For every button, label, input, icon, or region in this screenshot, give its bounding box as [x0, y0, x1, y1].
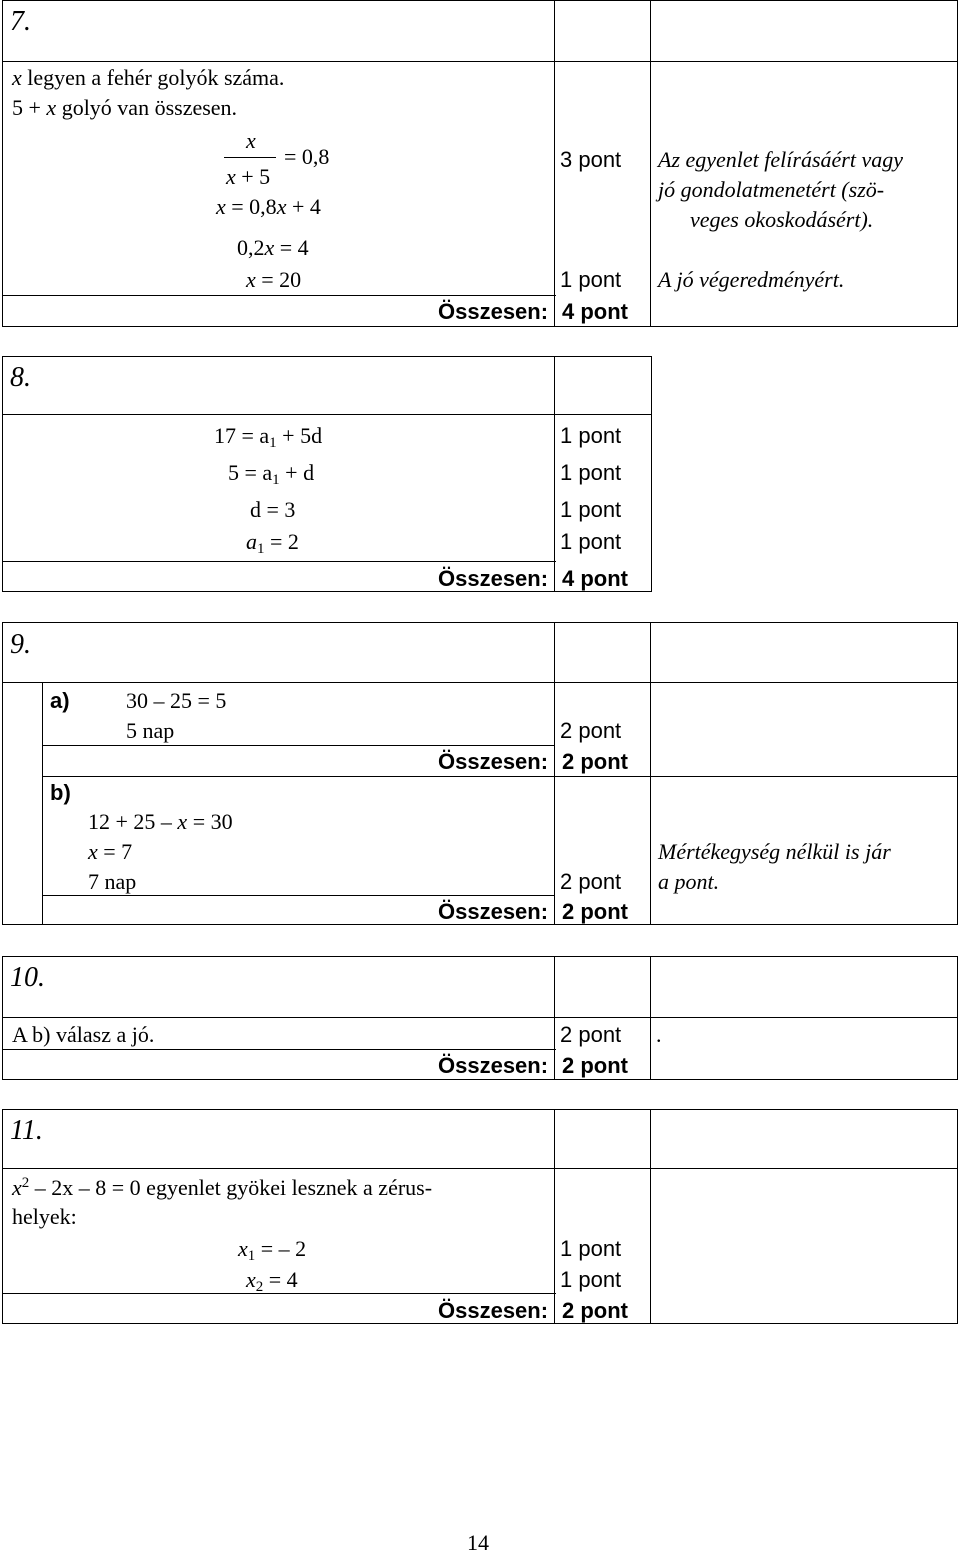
- subtask-label: b): [50, 780, 71, 805]
- points: 2 pont: [560, 869, 622, 894]
- root: $x_2 = 4$: [246, 1267, 298, 1295]
- total-points: 4 pont: [562, 566, 628, 591]
- total-points: 2 pont: [562, 1053, 628, 1078]
- fraction-rhs: = 0,8: [284, 144, 330, 169]
- solution-line: 5 nap: [126, 718, 175, 743]
- grading-comment: veges okoskodásért).: [690, 207, 874, 232]
- task-number: 8.: [10, 362, 31, 393]
- points: 1 pont: [560, 267, 622, 292]
- total-label: Összesen:: [438, 1298, 549, 1323]
- points: 1 pont: [560, 423, 622, 448]
- total-label: Összesen:: [438, 299, 549, 324]
- grading-comment: Mértékegység nélkül is jár: [658, 839, 891, 864]
- solution-line: A b) válasz a jó.: [12, 1022, 155, 1047]
- fraction-numerator: x: [246, 128, 256, 153]
- task-number: 9.: [10, 629, 31, 660]
- grading-comment: A jó végeredményért.: [658, 267, 845, 292]
- points: 2 pont: [560, 1022, 622, 1047]
- equation: $5 = a_1 + d$: [228, 460, 315, 488]
- points: 2 pont: [560, 718, 622, 743]
- grading-comment: Az egyenlet felírásáért vagy: [658, 147, 903, 172]
- root: $x_1$ = – 2: [238, 1236, 307, 1264]
- points: 1 pont: [560, 460, 622, 485]
- grading-comment: a pont.: [658, 869, 720, 894]
- total-label: Összesen:: [438, 749, 549, 774]
- solution-line: x legyen a fehér golyók száma.: [12, 65, 285, 90]
- points: 1 pont: [560, 529, 622, 554]
- total-label: Összesen:: [438, 1053, 549, 1078]
- subtask-label: a): [50, 688, 70, 713]
- points: 1 pont: [560, 1236, 622, 1261]
- total-points: 2 pont: [562, 1298, 628, 1323]
- task-number: 11.: [10, 1115, 43, 1146]
- equation: $17 = a_1 + 5d$: [214, 423, 323, 451]
- points: 1 pont: [560, 497, 622, 522]
- total-label: Összesen:: [438, 566, 549, 591]
- total-points: 2 pont: [562, 749, 628, 774]
- task-11-table: [2, 1109, 958, 1324]
- equation: $a_1 = 2$: [246, 529, 299, 557]
- grading-comment: .: [656, 1022, 662, 1047]
- solution-line: x = 7: [88, 839, 133, 864]
- solution-line: x = 20: [246, 267, 302, 292]
- solution-line: 30 – 25 = 5: [126, 688, 227, 713]
- points: 1 pont: [560, 1267, 622, 1292]
- total-label: Összesen:: [438, 899, 549, 924]
- grading-comment: jó gondolatmenetért (szö-: [658, 177, 885, 202]
- fraction-bar: [224, 157, 276, 158]
- points: 3 pont: [560, 147, 622, 172]
- task-number: 7.: [10, 6, 31, 37]
- equation: d = 3: [250, 497, 296, 522]
- page-number: 14: [467, 1530, 489, 1555]
- total-points: 4 pont: [562, 299, 628, 324]
- solution-line: 5 + x golyó van összesen.: [12, 95, 238, 120]
- solution-line: helyek:: [12, 1204, 77, 1229]
- total-points: 2 pont: [562, 899, 628, 924]
- solution-line: x = 0,8x + 4: [216, 194, 321, 219]
- task-number: 10.: [10, 962, 45, 993]
- solution-line: $x^2 - 2x - 8 = 0$ egyenlet gyökei lesznek a zérus-: [12, 1175, 433, 1200]
- solution-line: 12 + 25 – x = 30: [88, 809, 233, 834]
- solution-line: 7 nap: [88, 869, 137, 894]
- solution-line: 0,2x = 4: [237, 235, 309, 260]
- fraction-denominator: x + 5: [226, 164, 271, 189]
